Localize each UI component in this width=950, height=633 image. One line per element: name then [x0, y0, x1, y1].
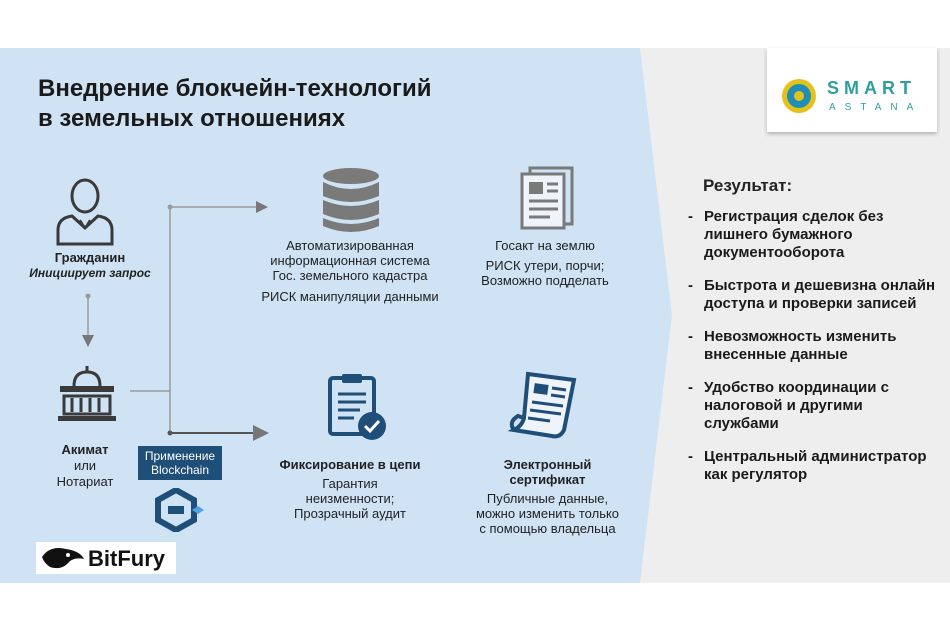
result-item: [688, 277, 938, 313]
certificate-title-1: Электронный: [503, 457, 592, 472]
chain-line-2: неизменности;: [305, 491, 395, 506]
bitfury-text: BitFury: [88, 546, 165, 571]
database-line-2: информационная система: [270, 253, 430, 268]
slide: [0, 48, 950, 583]
certificate-line-2: можно изменить только: [475, 506, 620, 521]
result-item: [688, 328, 938, 364]
bullet-dash: -: [688, 328, 693, 345]
notary-label: Нотариат: [56, 474, 114, 489]
bullet-dash: -: [688, 208, 693, 225]
title-line-2: в земельных отношениях: [38, 105, 346, 132]
bullet-dash: -: [688, 277, 693, 294]
bullet-dash: -: [688, 379, 693, 396]
results-title: Результат:: [703, 176, 793, 195]
chain-line-1: Гарантия: [322, 476, 378, 491]
database-risk: РИСК манипуляции данными: [261, 289, 439, 304]
akimat-label: Акимат: [61, 442, 109, 457]
blockchain-logo-icon: [154, 488, 210, 532]
result-item: [688, 208, 938, 262]
title-line-1: Внедрение блокчейн-технологий: [38, 75, 432, 102]
result-text: Центральный администратор как регулятор: [704, 448, 927, 483]
results-list: [688, 208, 938, 499]
result-text: Быстрота и дешевизна онлайн доступа и проверки записей: [704, 277, 936, 312]
result-item: [688, 379, 938, 433]
logo-text-smart: SMART: [827, 78, 916, 98]
database-line-3: Гос. земельного кадастра: [272, 268, 428, 283]
certificate-title-2: сертификат: [509, 472, 586, 487]
certificate-line-3: с помощью владельца: [479, 521, 616, 536]
blockchain-tag: [138, 446, 222, 480]
emblem-icon: [781, 78, 817, 114]
paper-act-line-2: РИСК утери, порчи;: [485, 258, 605, 273]
akimat-or-label: или: [73, 458, 97, 473]
certificate-line-1: Публичные данные,: [486, 491, 609, 506]
certificate-scroll-icon: [508, 370, 578, 442]
logo-text-astana: ASTANA: [829, 102, 923, 113]
result-text: Невозможность изменить внесенные данные: [704, 328, 897, 363]
bullet-dash: -: [688, 448, 693, 465]
citizen-label: Гражданин: [54, 250, 126, 265]
smart-astana-logo: [767, 48, 937, 132]
blockchain-tag-line-2: Blockchain: [150, 463, 210, 477]
panther-icon: [40, 545, 86, 571]
paper-act-line-1: Госакт на землю: [495, 238, 595, 253]
result-item: [688, 448, 938, 484]
database-line-1: Автоматизированная: [286, 238, 414, 253]
result-text: Регистрация сделок без лишнего бумажного документооборота: [704, 208, 884, 261]
government-building-icon: [56, 366, 118, 422]
person-icon: [52, 176, 118, 246]
chain-title: Фиксирование в цепи: [279, 457, 421, 472]
database-icon: [318, 166, 384, 236]
chain-line-3: Прозрачный аудит: [294, 506, 406, 521]
paper-act-line-3: Возможно подделать: [481, 273, 609, 288]
citizen-action: Инициирует запрос: [29, 266, 151, 280]
paper-document-icon: [520, 166, 576, 230]
bitfury-logo: [36, 542, 176, 574]
result-text: Удобство координации с налоговой и другими службами: [704, 379, 889, 432]
blockchain-tag-line-1: Применение: [144, 449, 216, 463]
clipboard-check-icon: [326, 372, 390, 442]
